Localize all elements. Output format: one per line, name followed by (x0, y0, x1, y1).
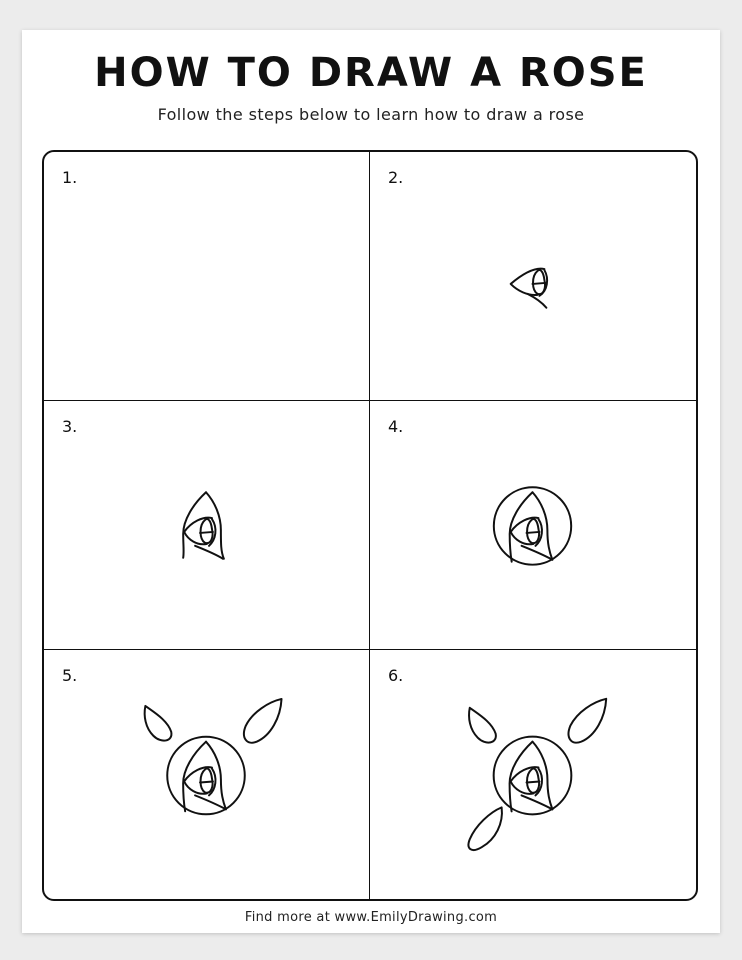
step-6-drawing (370, 650, 696, 899)
rose-head-with-leaves (167, 737, 245, 815)
worksheet-page (22, 30, 720, 933)
step-5-drawing (44, 650, 369, 899)
footer-credit: Find more at www.EmilyDrawing.com (244, 910, 498, 925)
leaf-left (469, 708, 496, 743)
step-panel-2 (370, 152, 696, 401)
leaf-left (145, 706, 172, 741)
rose-bud-step3 (183, 492, 224, 558)
step-number: 4. (388, 417, 404, 436)
step-number: 3. (62, 417, 78, 436)
step-panel-1 (44, 152, 370, 401)
step-4-drawing (370, 401, 696, 649)
page-subtitle: Follow the steps below to learn how to draw a rose (157, 105, 585, 124)
step-2-drawing (370, 152, 696, 400)
step-3-drawing (44, 401, 369, 649)
leaf-right (244, 699, 282, 743)
step-panel-6 (370, 650, 696, 899)
rose-head-final (494, 737, 572, 815)
step-number: 1. (62, 168, 78, 187)
step-number: 2. (388, 168, 404, 187)
rose-head-closed (494, 487, 571, 564)
step-panel-3 (44, 401, 370, 650)
steps-grid (42, 150, 698, 901)
step-number: 5. (62, 666, 78, 685)
step-1-drawing (44, 152, 369, 400)
step-panel-5 (44, 650, 370, 899)
step-number: 6. (388, 666, 404, 685)
page-title: HOW TO DRAW A ROSE (94, 50, 648, 96)
leaf-right (569, 699, 607, 743)
leaf-bottom (469, 807, 502, 850)
rose-bud-step2 (511, 269, 547, 308)
step-panel-4 (370, 401, 696, 650)
